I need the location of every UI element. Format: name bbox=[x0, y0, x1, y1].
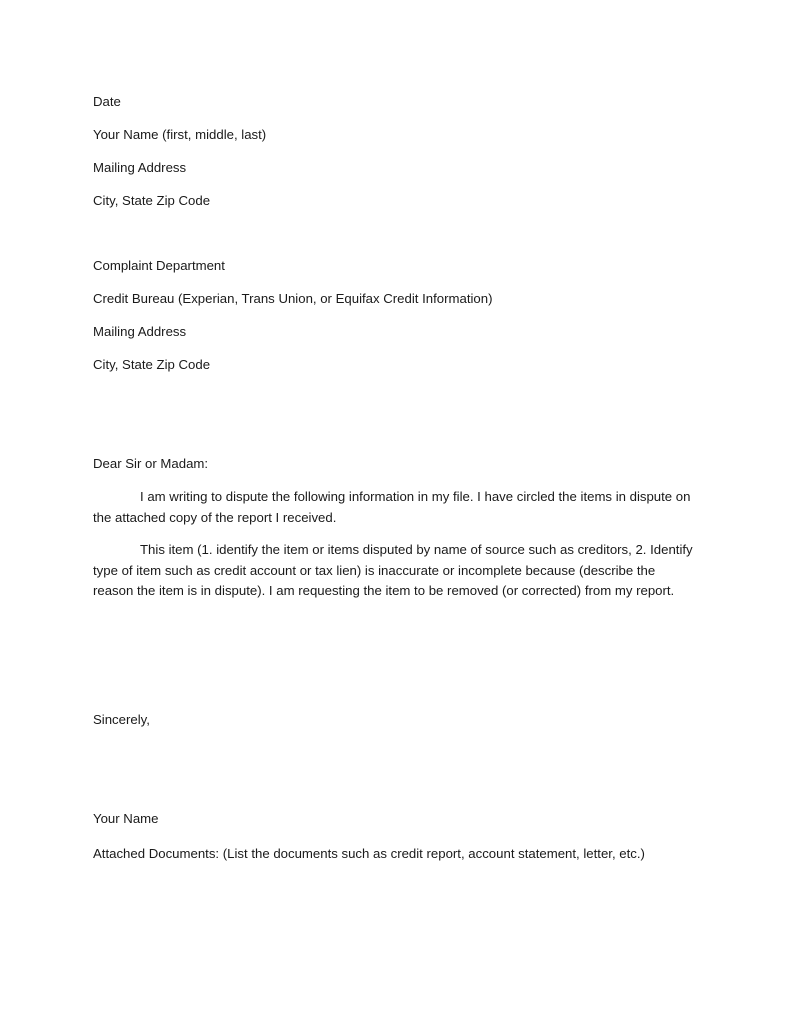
body-paragraph-1: I am writing to dispute the following information in my file. I have circled the items in dispute on the attached copy of the report I received. bbox=[93, 489, 691, 525]
sender-name: Your Name (first, middle, last) bbox=[93, 127, 267, 142]
recipient-city: City, State Zip Code bbox=[93, 357, 211, 372]
sender-address: Mailing Address bbox=[93, 160, 187, 175]
body-paragraph-2: This item (1. identify the item or items disputed by name of source such as creditors, 2. Identify type of item such as credit account or tax lien) is inaccurate or incomplete because (describe the reason the item is in dispute). I am requesting the item to be removed (or corrected) from my report. bbox=[93, 542, 693, 598]
sender-city: City, State Zip Code bbox=[93, 193, 211, 208]
salutation: Dear Sir or Madam: bbox=[93, 456, 209, 471]
recipient-bureau: Credit Bureau (Experian, Trans Union, or Equifax Credit Information) bbox=[93, 291, 493, 306]
signature-name: Your Name bbox=[93, 811, 159, 826]
attached-documents: Attached Documents: (List the documents such as credit report, account statement, letter, etc.) bbox=[93, 846, 645, 861]
valediction: Sincerely, bbox=[93, 712, 150, 727]
sender-date: Date bbox=[93, 94, 121, 109]
recipient-address: Mailing Address bbox=[93, 324, 187, 339]
recipient-department: Complaint Department bbox=[93, 258, 225, 273]
